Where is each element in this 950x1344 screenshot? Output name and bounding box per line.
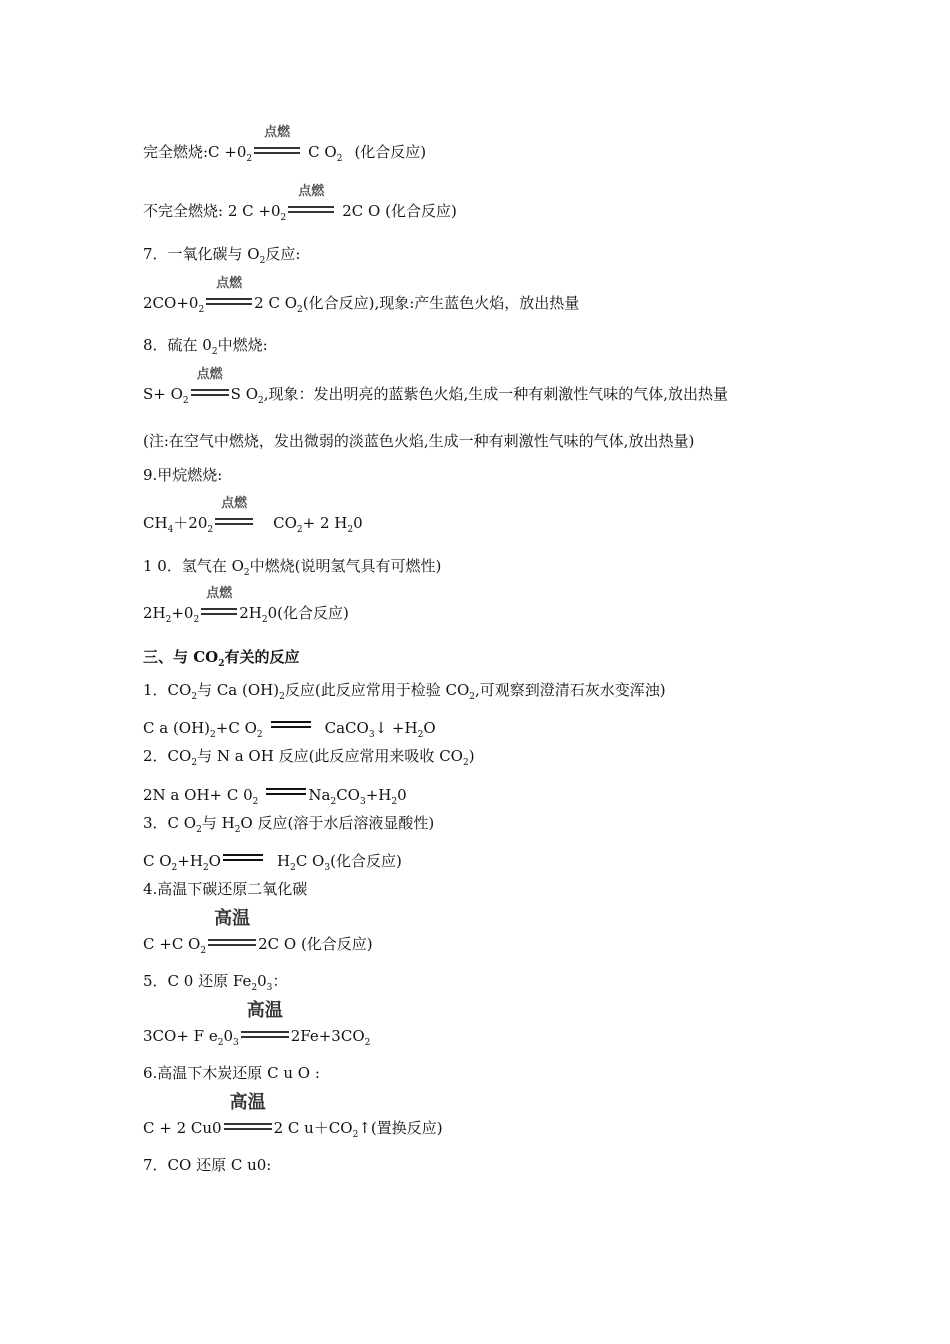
double-bar (215, 518, 253, 525)
subscript: 3 (324, 863, 331, 873)
text: Na (308, 786, 331, 804)
equation-carbon-complete-combustion (143, 125, 427, 165)
condition-label: 高温 (214, 908, 251, 929)
double-bar (254, 147, 300, 154)
text: 4.高温下碳还原二氧化碳 (143, 880, 308, 898)
subscript: 2 (196, 825, 202, 835)
double-bar (191, 389, 229, 396)
section-heading-co2-reactions (143, 647, 300, 670)
text: 2H (239, 604, 262, 622)
subscript: 2 (198, 305, 205, 315)
condition-label: 点燃 (264, 125, 291, 140)
subscript: 2 (347, 525, 354, 535)
subscript: 2 (191, 692, 198, 702)
reaction-condition-ignite (286, 184, 336, 216)
text: 1 0．氢气在 O (143, 557, 244, 575)
text: C + 2 Cu0 (143, 1119, 222, 1137)
equals-sign (264, 780, 308, 800)
text: 6.高温下木炭还原 C u O : (143, 1064, 320, 1082)
equation-hydrogen-combustion (143, 586, 349, 626)
text: 2Fe+3CO (290, 1027, 365, 1045)
reaction-condition-high-temperature (222, 1092, 274, 1133)
subscript: 2 (297, 305, 303, 315)
equation-co-fe2o3 (143, 1000, 371, 1049)
text: (化合反应),现象:产生蓝色火焰，放出热量 (302, 294, 580, 312)
text: O (208, 852, 221, 870)
condition-label: 点燃 (196, 367, 223, 382)
subscript: 2 (259, 256, 266, 266)
equation-co-combustion (143, 276, 580, 316)
text: 反应(此反应常用于检验 CO (284, 681, 470, 699)
text: CH (143, 514, 168, 532)
double-bar (288, 206, 334, 213)
subscript: 2 (182, 396, 189, 406)
subscript: 2 (261, 615, 268, 625)
text: C O (143, 852, 172, 870)
text: C +C O (143, 935, 201, 953)
subscript: 2 (290, 863, 296, 873)
subscript: 2 (165, 615, 172, 625)
text: ↑(置换反应) (358, 1119, 443, 1137)
text: 中燃烧(说明氢气具有可燃性) (249, 557, 442, 575)
subscript: 2 (279, 692, 285, 702)
subscript: 4 (167, 525, 174, 535)
text: 三、与 CO (143, 648, 219, 666)
heading-charcoal-reduces-cuo (143, 1063, 320, 1083)
equation-carbon-cuo (143, 1092, 443, 1141)
condition-label: 点燃 (216, 276, 243, 291)
text: 反应: (265, 245, 301, 263)
text: 中燃烧: (217, 336, 268, 354)
equation-carbon-incomplete-combustion (143, 184, 457, 224)
subscript: 2 (234, 825, 241, 835)
text: CaCO (324, 719, 369, 737)
text: 3CO+ F e (143, 1027, 218, 1045)
double-bar (208, 939, 256, 946)
subscript: 2 (336, 154, 343, 164)
text: 5．C 0 还原 Fe (143, 972, 252, 990)
condition-label: 高温 (246, 1000, 283, 1021)
subscript: 2 (211, 347, 218, 357)
text: 2C O (化合反应) (258, 935, 373, 953)
subscript: 2 (218, 659, 225, 669)
equation-sulfur-combustion (143, 367, 729, 407)
text: 有关的反应 (224, 648, 300, 666)
text: 0 (257, 972, 267, 990)
subscript: 2 (469, 692, 475, 702)
equals-sign (221, 846, 265, 866)
text: 3．C O (143, 814, 197, 832)
double-bar (271, 721, 311, 728)
equation-co2-limewater (143, 713, 436, 741)
text: 0 (353, 514, 363, 532)
heading-co-with-o2 (143, 244, 300, 267)
reaction-condition-ignite (213, 496, 255, 528)
subscript: 2 (364, 1038, 371, 1048)
subscript: 2 (462, 758, 469, 768)
text: CO (273, 514, 297, 532)
text: 2CO+0 (143, 294, 199, 312)
subscript: 2 (391, 797, 398, 807)
note-sulfur-in-air (143, 431, 694, 451)
text: ＋20 (173, 514, 208, 532)
text: 完全燃烧:C +0 (143, 143, 247, 161)
text: 2C O (化合反应) (342, 202, 457, 220)
reaction-condition-ignite (252, 125, 302, 157)
text: ,现象：发出明亮的蓝紫色火焰,生成一种有刺激性气味的气体,放出热量 (263, 385, 729, 403)
subscript: 2 (200, 946, 207, 956)
double-bar (241, 1031, 289, 1038)
text: 7．一氧化碳与 O (143, 245, 260, 263)
equals-sign (269, 713, 313, 733)
text: 与 N a OH 反应(此反应常用来吸收 CO (197, 747, 463, 765)
double-bar (224, 1123, 272, 1130)
condition-label: 点燃 (206, 586, 233, 601)
double-bar (266, 788, 306, 795)
text: S O (230, 385, 258, 403)
text: 2H (143, 604, 166, 622)
double-bar (206, 298, 252, 305)
text: ↓ +H (374, 719, 418, 737)
text: 0 (223, 1027, 233, 1045)
reaction-condition-ignite (199, 586, 239, 618)
heading-carbon-reduces-co2 (143, 879, 307, 899)
subscript: 3 (368, 730, 375, 740)
text: 2N a OH+ C 0 (143, 786, 253, 804)
text: 与 Ca (OH) (197, 681, 280, 699)
text: +H (365, 786, 392, 804)
subscript: 2 (258, 396, 264, 406)
subscript: 2 (243, 568, 250, 578)
heading-co-reduces-fe2o3 (143, 971, 287, 994)
subscript: 2 (252, 797, 259, 807)
condition-label: 点燃 (298, 184, 325, 199)
heading-sulfur-combustion (143, 335, 268, 358)
condition-label: 点燃 (221, 496, 248, 511)
text: +0 (171, 604, 194, 622)
text: O (423, 719, 436, 737)
subscript: 2 (330, 797, 337, 807)
subscript: 2 (352, 1130, 359, 1140)
equation-methane-combustion (143, 496, 363, 536)
subscript: 2 (280, 213, 287, 223)
text: 8．硫在 0 (143, 336, 212, 354)
subscript: 2 (207, 525, 214, 535)
text: C O (308, 143, 337, 161)
subscript: 2 (202, 863, 209, 873)
text: O 反应(溶于水后溶液显酸性) (240, 814, 435, 832)
subscript: 2 (251, 983, 258, 993)
heading-co2-with-water (143, 813, 434, 836)
text: 2．CO (143, 747, 192, 765)
subscript: 2 (417, 730, 424, 740)
subscript: 2 (217, 1038, 224, 1048)
text: +C O (215, 719, 257, 737)
text: 0 (397, 786, 407, 804)
text: 7．CO 还原 C u0: (143, 1156, 272, 1174)
text: 2 C u＋CO (273, 1119, 353, 1137)
text: H (276, 852, 291, 870)
text: C O (295, 852, 325, 870)
heading-hydrogen-combustion (143, 556, 441, 579)
heading-methane-combustion (143, 465, 222, 485)
text: 1．CO (143, 681, 192, 699)
subscript: 3 (233, 1038, 239, 1048)
text: 不完全燃烧: 2 C +0 (143, 202, 281, 220)
condition-label: 高温 (229, 1092, 266, 1113)
subscript: 2 (246, 154, 253, 164)
text: 0(化合反应) (267, 604, 349, 622)
text: +H (177, 852, 203, 870)
subscript: 3 (359, 797, 366, 807)
subscript: 2 (191, 758, 198, 768)
equation-co2-naoh (143, 780, 407, 808)
text: 2 C O (254, 294, 298, 312)
text: CO (336, 786, 360, 804)
text: (化合反应) (354, 143, 427, 161)
subscript: 3 (266, 983, 273, 993)
subscript: 2 (171, 863, 178, 873)
text: (注:在空气中燃烧，发出微弱的淡蓝色火焰,生成一种有刺激性气味的气体,放出热量) (143, 432, 695, 450)
text: S+ O (143, 385, 183, 403)
double-bar (201, 608, 237, 615)
equation-co2-water (143, 846, 402, 874)
text: C a (OH) (143, 719, 211, 737)
text: 9.甲烷燃烧: (143, 466, 223, 484)
reaction-condition-high-temperature (206, 908, 258, 949)
subscript: 2 (296, 525, 303, 535)
text: ,可观察到澄清石灰水变浑浊) (474, 681, 666, 699)
subscript: 2 (256, 730, 263, 740)
text: + 2 H (302, 514, 348, 532)
reaction-condition-high-temperature (239, 1000, 291, 1041)
equation-carbon-co2 (143, 908, 373, 957)
text: ) (468, 747, 475, 765)
subscript: 2 (210, 730, 216, 740)
text: (化合反应) (330, 852, 402, 870)
text: ： (272, 972, 288, 990)
reaction-condition-ignite (204, 276, 254, 308)
heading-co-reduces-cuo (143, 1155, 271, 1175)
heading-co2-with-limewater (143, 680, 666, 703)
reaction-condition-ignite (189, 367, 231, 399)
text: 与 H (201, 814, 235, 832)
heading-co2-with-naoh (143, 746, 475, 769)
double-bar (223, 854, 263, 861)
subscript: 2 (193, 615, 200, 625)
